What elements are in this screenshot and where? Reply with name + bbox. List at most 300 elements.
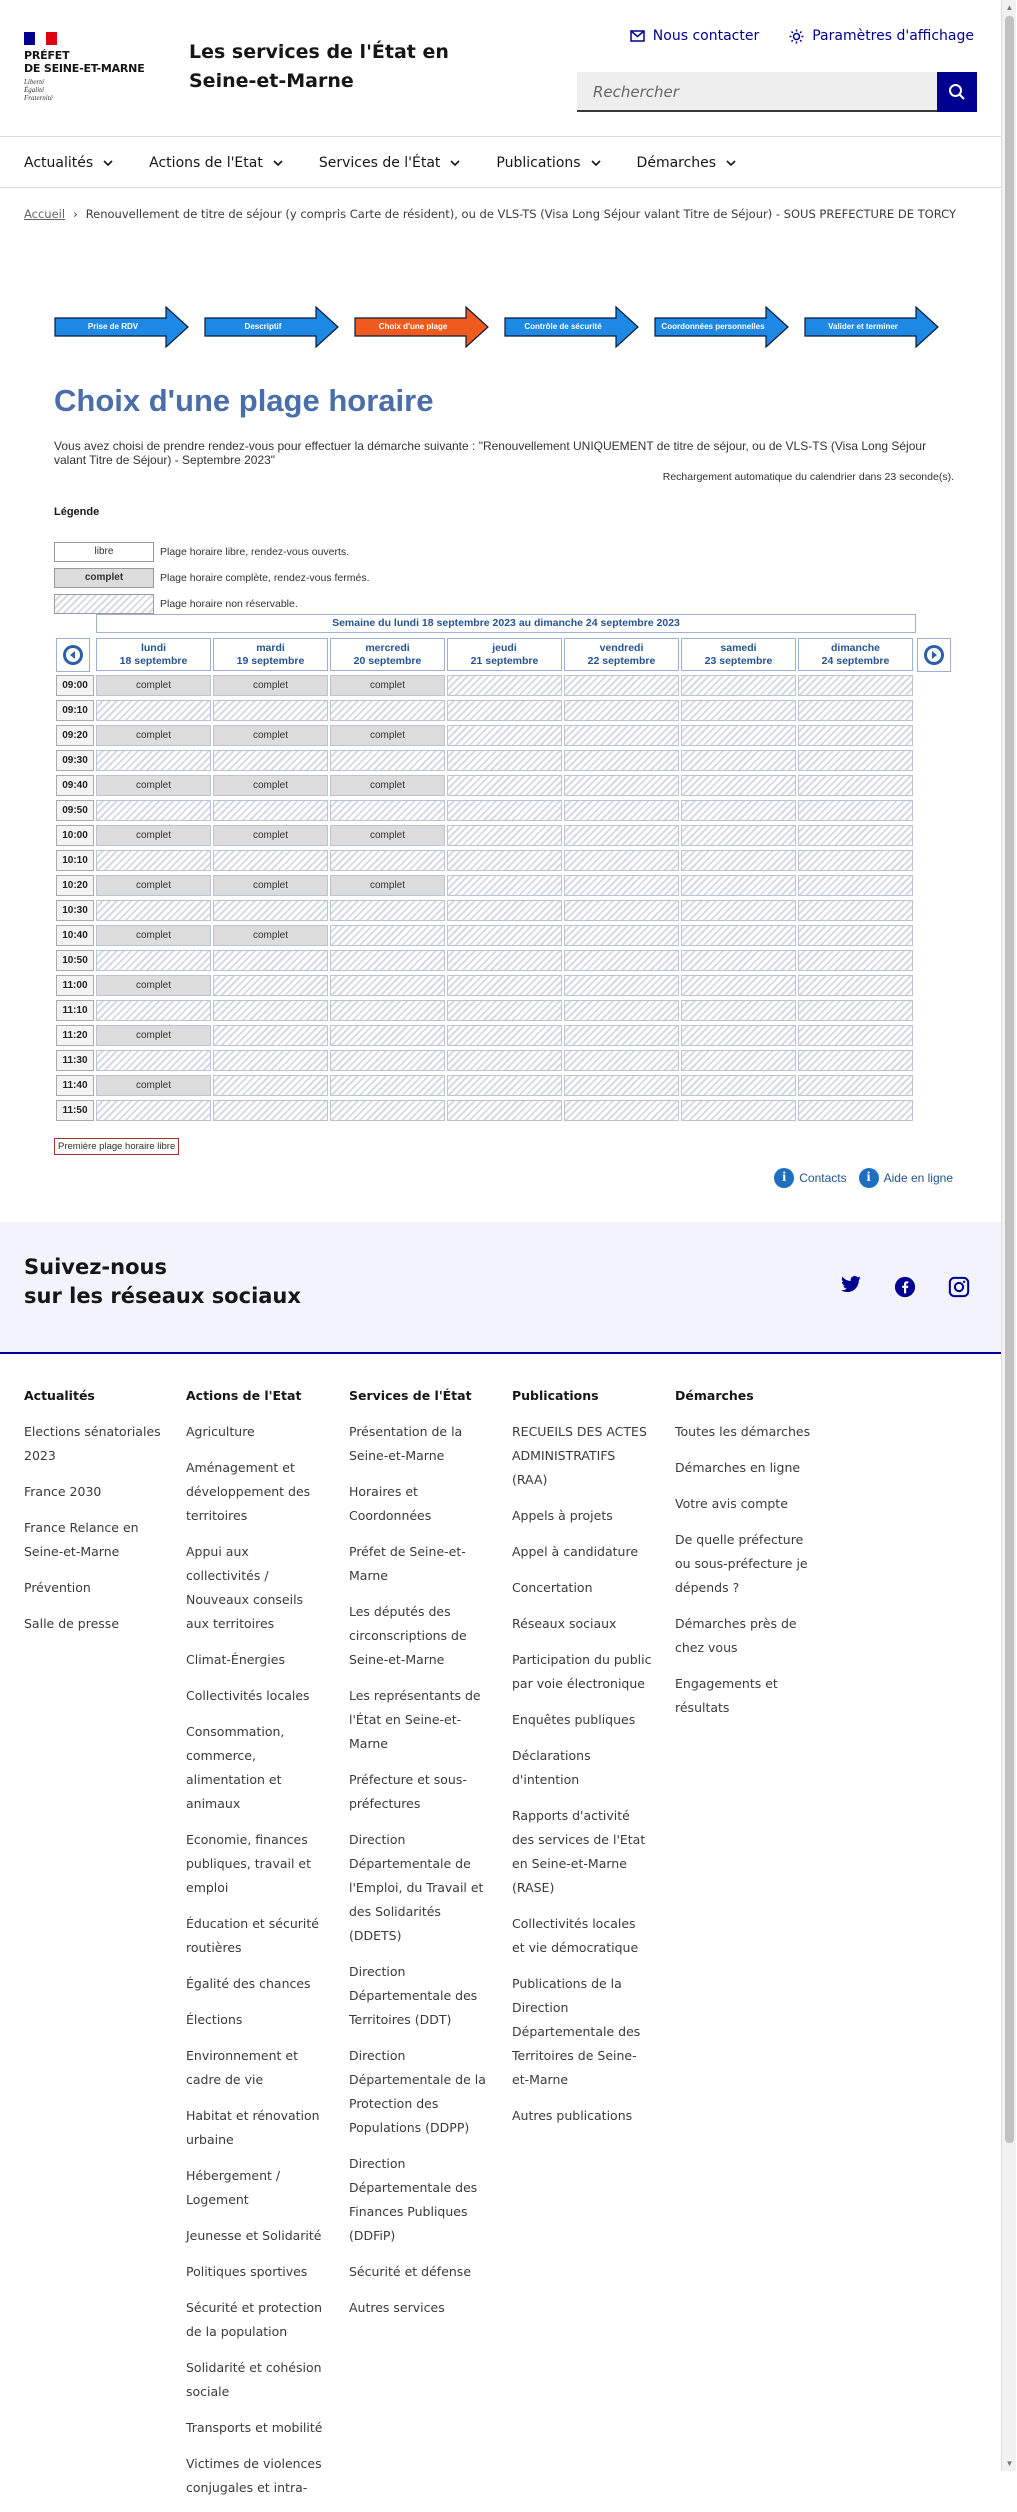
footer-link[interactable]: Collectivités locales <box>186 1688 310 1703</box>
footer-link[interactable]: Élections <box>186 2012 243 2027</box>
footer-link[interactable]: Sécurité et protection de la population <box>186 2300 323 2339</box>
nav-demarches[interactable] <box>637 138 737 187</box>
nav-label: Actualités <box>24 154 94 171</box>
next-week-button[interactable] <box>917 638 951 672</box>
slot-unavailable <box>564 850 679 871</box>
mail-icon <box>630 30 645 42</box>
footer-link[interactable]: Enquêtes publiques <box>512 1712 636 1727</box>
slot-unavailable <box>213 850 328 871</box>
slot-unavailable <box>681 800 796 821</box>
footer-link[interactable]: Climat-Énergies <box>186 1652 285 1667</box>
step-1 <box>54 306 189 348</box>
slot-unavailable <box>564 1025 679 1046</box>
slot-unavailable <box>798 1000 913 1021</box>
legend-swatch-free: libre <box>54 542 154 562</box>
slot-unavailable <box>330 750 445 771</box>
day-date: 20 septembre <box>353 655 422 667</box>
step-label: Valider et terminer <box>828 322 898 331</box>
time-label: 09:40 <box>56 775 94 796</box>
slot-unavailable <box>798 950 913 971</box>
scrollbar-thumb[interactable] <box>1005 16 1014 2143</box>
footer-link[interactable]: Préfet de Seine-et-Marne <box>349 1544 466 1583</box>
slot-unavailable <box>681 725 796 746</box>
day-header-jeudi <box>447 638 562 671</box>
slot-unavailable <box>564 725 679 746</box>
slot-unavailable <box>564 700 679 721</box>
day-date: 24 septembre <box>821 655 890 667</box>
slot-unavailable <box>447 900 562 921</box>
scroll-down-icon[interactable]: ▼ <box>1005 2459 1014 2468</box>
slot-unavailable <box>213 1000 328 1021</box>
slot-unavailable <box>798 850 913 871</box>
footer-link[interactable]: Toutes les démarches <box>675 1424 811 1439</box>
footer-link[interactable]: Éducation et sécurité routières <box>186 1916 319 1955</box>
slot-unavailable <box>96 950 211 971</box>
slot-unavailable <box>213 900 328 921</box>
slot-unavailable <box>213 750 328 771</box>
slot-unavailable <box>798 825 913 846</box>
prefet-logo[interactable] <box>24 32 154 102</box>
legend-text: Plage horaire non réservable. <box>160 598 298 610</box>
footer-link[interactable]: Démarches en ligne <box>675 1460 801 1475</box>
footer-column <box>675 1388 815 1732</box>
day-date: 23 septembre <box>704 655 773 667</box>
chevron-down-icon <box>273 160 283 166</box>
logo-motto: Liberté Égalité Fraternité <box>24 78 53 102</box>
slot-unavailable <box>798 900 913 921</box>
step-label: Descriptif <box>244 322 282 331</box>
time-label: 10:50 <box>56 950 94 971</box>
slot-unavailable <box>564 1050 679 1071</box>
slot-unavailable <box>681 875 796 896</box>
slot-unavailable <box>798 700 913 721</box>
nav-actions-etat[interactable] <box>149 138 283 187</box>
time-label: 09:20 <box>56 725 94 746</box>
slot-unavailable <box>330 1050 445 1071</box>
slot-unavailable <box>798 875 913 896</box>
day-header-samedi <box>681 638 796 671</box>
nav-label: Actions de l'Etat <box>149 154 263 171</box>
week-title: Semaine du lundi 18 septembre 2023 au dimanche 24 septembre 2023 <box>96 614 916 633</box>
footer-link[interactable]: Les députés des circonscriptions de Seine-et-Marne <box>349 1604 467 1667</box>
footer-link[interactable]: Prévention <box>24 1580 91 1595</box>
footer-column <box>24 1388 164 1648</box>
social-icons <box>840 1276 970 1298</box>
slot-unavailable <box>681 1075 796 1096</box>
footer-link[interactable]: Direction Départementale de l'Emploi, du Travail et des Solidarités (DDETS) <box>349 1832 484 1943</box>
search-input[interactable]: Rechercher <box>577 72 937 112</box>
slot-unavailable <box>213 1100 328 1121</box>
slot-unavailable <box>681 1100 796 1121</box>
slot-unavailable <box>447 775 562 796</box>
slot-unavailable <box>681 925 796 946</box>
time-label: 11:10 <box>56 1000 94 1021</box>
footer-link[interactable]: Agriculture <box>186 1424 255 1439</box>
slot-full: complet <box>330 725 445 746</box>
slot-unavailable <box>213 1075 328 1096</box>
footer-link[interactable]: Consommation, commerce, alimentation et animaux <box>186 1724 285 1811</box>
slot-unavailable <box>330 975 445 996</box>
slot-unavailable <box>213 950 328 971</box>
legend-text: Plage horaire complète, rendez-vous fermés. <box>160 572 370 584</box>
day-header-dimanche <box>798 638 913 671</box>
time-label: 11:30 <box>56 1050 94 1071</box>
nav-services-etat[interactable] <box>319 138 461 187</box>
footer-link[interactable]: France Relance en Seine-et-Marne <box>24 1520 139 1559</box>
slot-full: complet <box>213 775 328 796</box>
slot-unavailable <box>96 800 211 821</box>
slot-unavailable <box>564 925 679 946</box>
slot-full: complet <box>96 975 211 996</box>
slot-unavailable <box>681 1000 796 1021</box>
slot-unavailable <box>96 700 211 721</box>
facebook-icon[interactable] <box>894 1276 916 1298</box>
day-date: 22 septembre <box>587 655 656 667</box>
step-label: Coordonnées personnelles <box>661 322 765 331</box>
time-label: 10:30 <box>56 900 94 921</box>
slot-unavailable <box>798 1100 913 1121</box>
slot-full: complet <box>96 725 211 746</box>
nav-label: Démarches <box>636 154 717 171</box>
search-icon <box>948 83 966 101</box>
slot-unavailable <box>213 700 328 721</box>
chevron-down-icon <box>450 160 460 166</box>
slot-unavailable <box>447 875 562 896</box>
slot-unavailable <box>330 800 445 821</box>
slot-unavailable <box>798 725 913 746</box>
day-name: mercredi <box>365 642 410 654</box>
step-progress <box>54 306 939 348</box>
slot-unavailable <box>447 850 562 871</box>
slot-unavailable <box>447 950 562 971</box>
footer-link[interactable]: RECUEILS DES ACTES ADMINISTRATIFS (RAA) <box>512 1424 647 1487</box>
step-label: Prise de RDV <box>87 322 139 331</box>
step-4 <box>504 306 639 348</box>
footer-link[interactable]: Direction Départementale des Territoires (DDT) <box>349 1964 478 2027</box>
footer-link[interactable]: Appel à candidature <box>512 1544 639 1559</box>
day-header-mercredi <box>330 638 445 671</box>
slot-unavailable <box>564 800 679 821</box>
slot-unavailable <box>447 1025 562 1046</box>
slot-unavailable <box>798 975 913 996</box>
footer-link[interactable]: Préfecture et sous-préfectures <box>349 1772 467 1811</box>
slot-unavailable <box>798 1050 913 1071</box>
legend <box>54 539 370 617</box>
time-label: 10:00 <box>56 825 94 846</box>
slot-unavailable <box>681 850 796 871</box>
time-label: 11:50 <box>56 1100 94 1121</box>
time-label: 11:40 <box>56 1075 94 1096</box>
footer-link[interactable]: Hébergement / Logement <box>186 2168 281 2207</box>
slot-full: complet <box>213 725 328 746</box>
scroll-up-icon[interactable]: ▲ <box>1005 3 1014 12</box>
slot-unavailable <box>798 750 913 771</box>
slot-unavailable <box>447 725 562 746</box>
footer-link[interactable]: Démarches près de chez vous <box>675 1616 797 1655</box>
footer-column <box>349 1388 489 2332</box>
slot-full: complet <box>213 675 328 696</box>
slot-full: complet <box>213 875 328 896</box>
slot-unavailable <box>447 1050 562 1071</box>
main-nav <box>0 138 1001 188</box>
footer-link[interactable]: Direction Départementale des Finances Publiques (DDFiP) <box>349 2156 478 2243</box>
scrollbar[interactable] <box>1001 0 1016 2471</box>
footer-link[interactable]: Collectivités locales et vie démocratique <box>512 1916 639 1955</box>
slot-full: complet <box>330 875 445 896</box>
step-label: Contrôle de sécurité <box>524 322 602 331</box>
legend-swatch-full: complet <box>54 568 154 588</box>
nav-publications[interactable] <box>496 138 600 187</box>
slot-unavailable <box>96 1000 211 1021</box>
slot-unavailable <box>447 800 562 821</box>
slot-unavailable <box>330 700 445 721</box>
slot-unavailable <box>681 675 796 696</box>
footer-link[interactable]: Appui aux collectivités / Nouveaux conseils aux territoires <box>186 1544 304 1631</box>
display-settings-label: Paramètres d'affichage <box>812 28 974 44</box>
prev-week-button[interactable] <box>56 638 90 672</box>
slot-unavailable <box>447 925 562 946</box>
slot-unavailable <box>564 1100 679 1121</box>
day-name: lundi <box>140 642 167 654</box>
slot-unavailable <box>681 975 796 996</box>
slot-unavailable <box>330 950 445 971</box>
search-button[interactable] <box>937 72 977 112</box>
footer-link[interactable]: Publications de la Direction Départementale des Territoires de Seine-et-Marne <box>512 1976 641 2087</box>
nav-label: Services de l'État <box>318 154 441 171</box>
slot-unavailable <box>564 825 679 846</box>
slot-unavailable <box>564 975 679 996</box>
day-name: jeudi <box>492 642 517 654</box>
legend-title: Légende <box>54 506 100 518</box>
footer-link[interactable]: Victimes de violences conjugales et intra- <box>186 2456 322 2495</box>
time-label: 09:00 <box>56 675 94 696</box>
footer-link[interactable]: Transports et mobilité <box>186 2420 323 2435</box>
footer-link[interactable]: Aménagement et développement des territoires <box>186 1460 311 1523</box>
slot-unavailable <box>564 950 679 971</box>
slot-unavailable <box>330 1100 445 1121</box>
slot-unavailable <box>330 900 445 921</box>
footer-link[interactable]: Salle de presse <box>24 1616 120 1631</box>
arrow-right-icon <box>923 644 945 666</box>
slot-unavailable <box>564 675 679 696</box>
nav-actualites[interactable] <box>24 138 113 187</box>
day-name: mardi <box>256 642 285 654</box>
help-link[interactable] <box>859 1168 953 1188</box>
footer-link[interactable]: Concertation <box>512 1580 593 1595</box>
day-date: 18 septembre <box>119 655 188 667</box>
breadcrumb-current: Renouvellement de titre de séjour (y compris Carte de résident), ou de VLS-TS (Visa Long Séjour valant Titre de Séjour) - SOUS PREFECTURE DE TORCY <box>85 207 956 221</box>
footer-column-title: Démarches <box>675 1388 754 1403</box>
contact-link[interactable] <box>630 28 759 44</box>
legend-row <box>54 539 370 565</box>
day-date: 21 septembre <box>470 655 539 667</box>
footer-link[interactable]: Participation du public par voie électronique <box>512 1652 652 1691</box>
slot-full: complet <box>96 775 211 796</box>
slot-unavailable <box>798 1075 913 1096</box>
step-6 <box>804 306 939 348</box>
day-name: dimanche <box>830 642 880 654</box>
slot-unavailable <box>681 700 796 721</box>
footer-link[interactable]: France 2030 <box>24 1484 102 1499</box>
legend-text: Plage horaire libre, rendez-vous ouverts. <box>160 546 350 558</box>
footer-link[interactable]: Autres services <box>349 2300 445 2315</box>
help-links <box>774 1168 953 1188</box>
slot-unavailable <box>681 775 796 796</box>
first-free-slot-button[interactable]: Première plage horaire libre <box>54 1138 179 1155</box>
time-label: 11:00 <box>56 975 94 996</box>
slot-unavailable <box>447 975 562 996</box>
breadcrumb-home[interactable]: Accueil <box>24 207 66 221</box>
slot-full: complet <box>96 825 211 846</box>
help-label: Aide en ligne <box>883 1171 953 1185</box>
slot-unavailable <box>564 875 679 896</box>
footer-link[interactable]: Solidarité et cohésion sociale <box>186 2360 322 2399</box>
slot-unavailable <box>96 850 211 871</box>
display-settings-link[interactable] <box>789 28 974 44</box>
step-label: Choix d'une plage <box>378 322 448 331</box>
social-title: Suivez-nous sur les réseaux sociaux <box>24 1255 301 1308</box>
intro-text: Vous avez choisi de prendre rendez-vous pour effectuer la démarche suivante : "Renouvellement UNIQUEMENT de titre de séjour, ou de VLS-TS (Visa Long Séjour valant Titre de Séjour) - Septembre 2023" <box>54 439 927 467</box>
slot-full: complet <box>96 875 211 896</box>
header-tools <box>630 28 974 44</box>
footer-link[interactable]: Rapports d'activité des services de l'Etat en Seine-et-Marne (RASE) <box>512 1808 646 1895</box>
slot-unavailable <box>798 800 913 821</box>
legend-row <box>54 565 370 591</box>
slot-unavailable <box>213 1050 328 1071</box>
breadcrumb <box>24 207 956 221</box>
sun-icon <box>789 29 804 44</box>
slot-unavailable <box>681 825 796 846</box>
slot-unavailable <box>798 775 913 796</box>
footer-link[interactable]: Réseaux sociaux <box>512 1616 617 1631</box>
slot-unavailable <box>681 900 796 921</box>
info-icon: i <box>774 1168 794 1188</box>
nav-label: Publications <box>496 154 581 171</box>
slot-full: complet <box>330 825 445 846</box>
legend-swatch-na <box>54 594 154 614</box>
footer-link[interactable]: Horaires et Coordonnées <box>349 1484 432 1523</box>
slot-unavailable <box>564 1000 679 1021</box>
slot-full: complet <box>96 1075 211 1096</box>
footer-column <box>512 1388 652 2140</box>
footer-link[interactable]: Jeunesse et Solidarité <box>186 2228 322 2243</box>
day-header-mardi <box>213 638 328 671</box>
time-label: 10:10 <box>56 850 94 871</box>
slot-full: complet <box>330 675 445 696</box>
slot-full: complet <box>213 925 328 946</box>
reload-countdown: Rechargement automatique du calendrier dans 23 seconde(s). <box>662 471 954 483</box>
footer-link[interactable]: Sécurité et défense <box>349 2264 472 2279</box>
day-name: vendredi <box>599 642 644 654</box>
contacts-link[interactable] <box>774 1168 846 1188</box>
footer-link[interactable]: Votre avis compte <box>675 1496 788 1511</box>
footer-link[interactable]: Economie, finances publiques, travail et emploi <box>186 1832 312 1895</box>
slot-unavailable <box>681 1050 796 1071</box>
footer-link[interactable]: Égalité des chances <box>186 1976 311 1991</box>
step-2 <box>204 306 339 348</box>
contacts-label: Contacts <box>799 1171 847 1185</box>
footer-column-title: Actualités <box>24 1388 95 1403</box>
footer-link[interactable]: Autres publications <box>512 2108 633 2123</box>
slot-full: complet <box>96 1025 211 1046</box>
site-header <box>0 0 1001 137</box>
time-label: 11:20 <box>56 1025 94 1046</box>
chevron-down-icon <box>103 160 113 166</box>
footer-link[interactable]: Appels à projets <box>512 1508 613 1523</box>
slot-full: complet <box>96 675 211 696</box>
footer-link[interactable]: Les représentants de l'État en Seine-et-Marne <box>349 1688 481 1751</box>
logo-title: PRÉFET DE SEINE-ET-MARNE <box>24 49 145 75</box>
slot-unavailable <box>213 975 328 996</box>
slot-full: complet <box>96 925 211 946</box>
slot-unavailable <box>447 750 562 771</box>
footer-column <box>186 1388 326 2512</box>
footer-link[interactable]: Environnement et cadre de vie <box>186 2048 298 2087</box>
contact-label: Nous contacter <box>652 28 760 44</box>
footer-link[interactable]: Engagements et résultats <box>675 1676 778 1715</box>
day-date: 19 septembre <box>236 655 305 667</box>
step-5 <box>654 306 789 348</box>
slot-full: complet <box>330 775 445 796</box>
slot-unavailable <box>330 1000 445 1021</box>
footer-link[interactable]: Présentation de la Seine-et-Marne <box>349 1424 463 1463</box>
slot-unavailable <box>564 1075 679 1096</box>
footer-link[interactable]: Direction Départementale de la Protection des Populations (DDPP) <box>349 2048 486 2135</box>
social-section <box>0 1222 1001 1354</box>
slot-unavailable <box>798 1025 913 1046</box>
step-3 <box>354 306 489 348</box>
day-header-lundi <box>96 638 211 671</box>
chevron-right-icon: › <box>73 207 78 221</box>
footer-column-title: Publications <box>512 1388 599 1403</box>
time-label: 10:20 <box>56 875 94 896</box>
page-title: Choix d'une plage horaire <box>54 383 434 418</box>
slot-unavailable <box>213 800 328 821</box>
slot-unavailable <box>681 950 796 971</box>
slot-full: complet <box>213 825 328 846</box>
footer-link[interactable]: Déclarations d'intention <box>512 1748 591 1787</box>
slot-unavailable <box>447 1075 562 1096</box>
slot-unavailable <box>330 850 445 871</box>
footer-link[interactable]: Politiques sportives <box>186 2264 308 2279</box>
site-title[interactable]: Les services de l'État en Seine-et-Marne <box>189 41 449 92</box>
info-icon: i <box>859 1168 879 1188</box>
chevron-down-icon <box>726 160 736 166</box>
instagram-icon[interactable] <box>948 1276 970 1298</box>
footer <box>0 1354 1001 2495</box>
slot-unavailable <box>96 750 211 771</box>
slot-unavailable <box>447 700 562 721</box>
day-header-vendredi <box>564 638 679 671</box>
flag-icon <box>24 32 57 45</box>
footer-column-title: Services de l'État <box>349 1388 472 1403</box>
slot-unavailable <box>330 925 445 946</box>
footer-link[interactable]: Elections sénatoriales 2023 <box>24 1424 161 1463</box>
footer-link[interactable]: De quelle préfecture ou sous-préfecture je dépends ? <box>675 1532 808 1595</box>
time-label: 10:40 <box>56 925 94 946</box>
slot-unavailable <box>96 1100 211 1121</box>
time-label: 09:10 <box>56 700 94 721</box>
arrow-left-icon <box>62 644 84 666</box>
slot-unavailable <box>447 825 562 846</box>
slot-unavailable <box>96 900 211 921</box>
chevron-down-icon <box>591 160 601 166</box>
slot-unavailable <box>447 675 562 696</box>
footer-link[interactable]: Habitat et rénovation urbaine <box>186 2108 320 2147</box>
twitter-icon[interactable] <box>840 1276 862 1294</box>
search-bar <box>577 72 977 112</box>
slot-unavailable <box>798 675 913 696</box>
